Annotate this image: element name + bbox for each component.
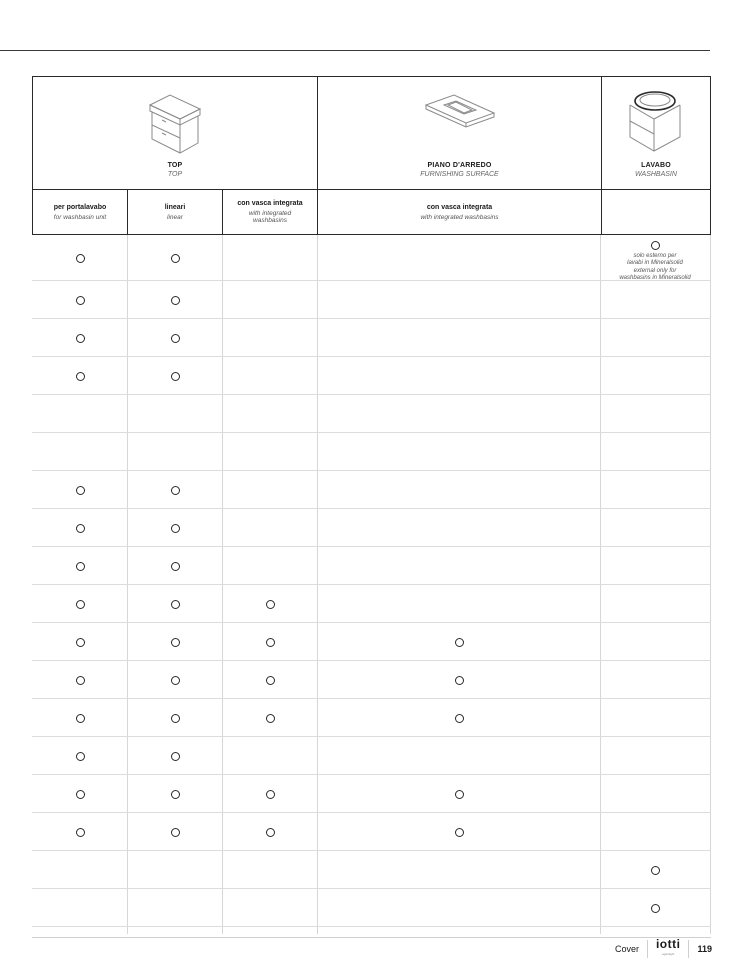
table-cell [127, 699, 222, 737]
availability-circle-icon [76, 600, 85, 609]
column-header-integrated-top [223, 190, 318, 234]
table-cell [32, 235, 127, 281]
availability-circle-icon [171, 562, 180, 571]
section-label: Cover [614, 944, 639, 954]
table-cell [127, 509, 222, 547]
table-cell [127, 889, 222, 927]
table-body [32, 235, 711, 934]
table-cell [127, 433, 222, 471]
table-cell [32, 661, 127, 699]
availability-circle-icon [266, 828, 275, 837]
table-row [32, 699, 711, 737]
availability-circle-icon [455, 714, 464, 723]
column-subtitle: linear [167, 214, 183, 221]
table-cell [222, 585, 317, 623]
table-cell [600, 433, 710, 471]
table-cell [317, 661, 600, 699]
washbasin-note-line: solo esterno per [633, 253, 677, 259]
table-cell [600, 851, 710, 889]
table-cell [222, 509, 317, 547]
availability-circle-icon [171, 254, 180, 263]
availability-circle-icon [76, 334, 85, 343]
table-cell [222, 661, 317, 699]
table-cell [32, 775, 127, 813]
top-subtitle: TOP [167, 171, 183, 178]
availability-circle-icon [455, 790, 464, 799]
table-cell [32, 395, 127, 433]
table-cell [222, 319, 317, 357]
header-lavabo [602, 77, 710, 189]
availability-circle-icon [455, 676, 464, 685]
availability-circle-icon [76, 254, 85, 263]
table-cell [222, 357, 317, 395]
compatibility-table [32, 76, 711, 934]
table-cell [600, 281, 710, 319]
table-row [32, 813, 711, 851]
table-cell [317, 235, 600, 281]
availability-circle-icon [651, 904, 660, 913]
table-row [32, 661, 711, 699]
availability-circle-icon [171, 676, 180, 685]
table-cell [127, 623, 222, 661]
table-cell [127, 851, 222, 889]
availability-circle-icon [266, 600, 275, 609]
table-cell [222, 433, 317, 471]
table-cell [32, 357, 127, 395]
table-cell [127, 737, 222, 775]
table-cell [222, 471, 317, 509]
table-row [32, 509, 711, 547]
availability-circle-icon [651, 241, 660, 250]
piano-subtitle: FURNISHING SURFACE [420, 171, 499, 178]
column-header-washbasin-unit [33, 190, 128, 234]
washbasin-note-line: external only for [633, 268, 677, 274]
table-cell [317, 623, 600, 661]
table-cell [222, 395, 317, 433]
availability-circle-icon [76, 372, 85, 381]
availability-circle-icon [455, 638, 464, 647]
table-cell [222, 235, 317, 281]
table-cell [127, 775, 222, 813]
table-cell [32, 623, 127, 661]
table-row [32, 585, 711, 623]
table-cell [222, 775, 317, 813]
table-cell [222, 851, 317, 889]
availability-circle-icon [76, 828, 85, 837]
table-cell [127, 281, 222, 319]
page-number: 119 [697, 944, 712, 954]
column-header-washbasin [602, 190, 710, 234]
logo-text: iotti [655, 937, 681, 951]
top-title: TOP [167, 162, 183, 169]
column-title: lineari [164, 204, 186, 211]
table-cell [317, 737, 600, 775]
table-cell [600, 395, 710, 433]
table-cell [222, 623, 317, 661]
column-subtitle: for washbasin unit [53, 214, 107, 221]
availability-circle-icon [266, 790, 275, 799]
table-cell [127, 813, 222, 851]
table-cell [600, 319, 710, 357]
table-cell [127, 661, 222, 699]
table-cell [317, 471, 600, 509]
table-cell [317, 395, 600, 433]
washbasin-note-cell [600, 235, 710, 281]
column-title: con vasca integrata [426, 204, 493, 211]
top-illustration-icon [33, 87, 317, 162]
column-title: per portalavabo [53, 204, 107, 211]
table-cell [317, 433, 600, 471]
lavabo-subtitle: WASHBASIN [635, 171, 677, 178]
table-cell [317, 547, 600, 585]
footer-rule [32, 937, 711, 938]
table-cell [127, 547, 222, 585]
availability-circle-icon [171, 296, 180, 305]
availability-circle-icon [171, 334, 180, 343]
table-cell [317, 775, 600, 813]
table-header [32, 76, 711, 190]
availability-circle-icon [76, 752, 85, 761]
table-row [32, 235, 711, 281]
table-cell [32, 699, 127, 737]
table-cell [317, 509, 600, 547]
column-header-linear [128, 190, 223, 234]
column-title: con vasca integrata [237, 200, 303, 207]
availability-circle-icon [76, 486, 85, 495]
table-cell [222, 699, 317, 737]
column-subtitle: with integrated washbasins [420, 214, 499, 221]
table-cell [32, 585, 127, 623]
table-row [32, 319, 711, 357]
table-cell [317, 813, 600, 851]
table-cell [600, 699, 710, 737]
availability-circle-icon [171, 524, 180, 533]
availability-circle-icon [76, 790, 85, 799]
table-cell [600, 585, 710, 623]
table-cell [600, 623, 710, 661]
table-cell [32, 509, 127, 547]
table-cell [600, 813, 710, 851]
washbasin-note-line: washbasins in Mineralsolid [619, 274, 691, 281]
column-subtitle: with integrated [248, 210, 292, 217]
table-cell [32, 319, 127, 357]
table-cell [600, 357, 710, 395]
availability-circle-icon [266, 714, 275, 723]
table-row [32, 547, 711, 585]
table-cell [127, 235, 222, 281]
table-cell [222, 281, 317, 319]
availability-circle-icon [76, 676, 85, 685]
table-cell [127, 585, 222, 623]
table-cell [222, 737, 317, 775]
table-row [32, 851, 711, 889]
table-cell [32, 813, 127, 851]
table-cell [222, 813, 317, 851]
availability-circle-icon [266, 676, 275, 685]
table-cell [32, 547, 127, 585]
availability-circle-icon [171, 486, 180, 495]
table-cell [600, 775, 710, 813]
table-cell [317, 357, 600, 395]
table-cell [32, 851, 127, 889]
table-cell [127, 471, 222, 509]
table-cell [317, 851, 600, 889]
availability-circle-icon [171, 790, 180, 799]
table-cell [600, 509, 710, 547]
table-cell [317, 281, 600, 319]
table-row [32, 357, 711, 395]
table-cell [222, 889, 317, 927]
table-cell [32, 889, 127, 927]
lavabo-title: LAVABO [641, 162, 671, 169]
table-row [32, 623, 711, 661]
table-cell [600, 471, 710, 509]
header-piano [318, 77, 602, 189]
footer-divider [688, 940, 689, 958]
table-cell [600, 737, 710, 775]
availability-circle-icon [171, 600, 180, 609]
table-cell [600, 547, 710, 585]
washbasin-illustration-icon [602, 87, 710, 162]
table-cell [127, 357, 222, 395]
table-cell [127, 319, 222, 357]
table-cell [222, 547, 317, 585]
availability-circle-icon [76, 524, 85, 533]
table-row [32, 433, 711, 471]
availability-circle-icon [171, 372, 180, 381]
table-cell [32, 737, 127, 775]
table-cell [32, 471, 127, 509]
table-cell [317, 319, 600, 357]
column-subtitle: washbasins [253, 217, 287, 224]
table-row [32, 737, 711, 775]
table-cell [32, 281, 127, 319]
piano-title: PIANO D'ARREDO [427, 162, 492, 169]
availability-circle-icon [171, 714, 180, 723]
table-row [32, 889, 711, 927]
availability-circle-icon [76, 714, 85, 723]
table-row [32, 471, 711, 509]
table-cell [317, 585, 600, 623]
top-rule [0, 50, 710, 51]
table-cell [317, 889, 600, 927]
footer-divider [647, 940, 648, 958]
availability-circle-icon [455, 828, 464, 837]
column-header-row [32, 189, 711, 235]
table-row [32, 281, 711, 319]
table-cell [600, 889, 710, 927]
table-cell [32, 433, 127, 471]
column-header-integrated-surface [318, 190, 602, 234]
availability-circle-icon [171, 828, 180, 837]
availability-circle-icon [266, 638, 275, 647]
furnishing-surface-illustration-icon [318, 91, 601, 136]
availability-circle-icon [76, 296, 85, 305]
header-top [33, 77, 318, 189]
table-cell [317, 699, 600, 737]
brand-logo [656, 939, 681, 959]
logo-subtext: ageolight [662, 952, 675, 956]
availability-circle-icon [76, 638, 85, 647]
table-row [32, 395, 711, 433]
page-footer [615, 938, 712, 960]
availability-circle-icon [171, 638, 180, 647]
availability-circle-icon [171, 752, 180, 761]
table-row [32, 775, 711, 813]
table-cell [127, 395, 222, 433]
availability-circle-icon [76, 562, 85, 571]
washbasin-note-line: lavabi in Mineralsolid [627, 259, 683, 266]
table-cell [600, 661, 710, 699]
availability-circle-icon [651, 866, 660, 875]
